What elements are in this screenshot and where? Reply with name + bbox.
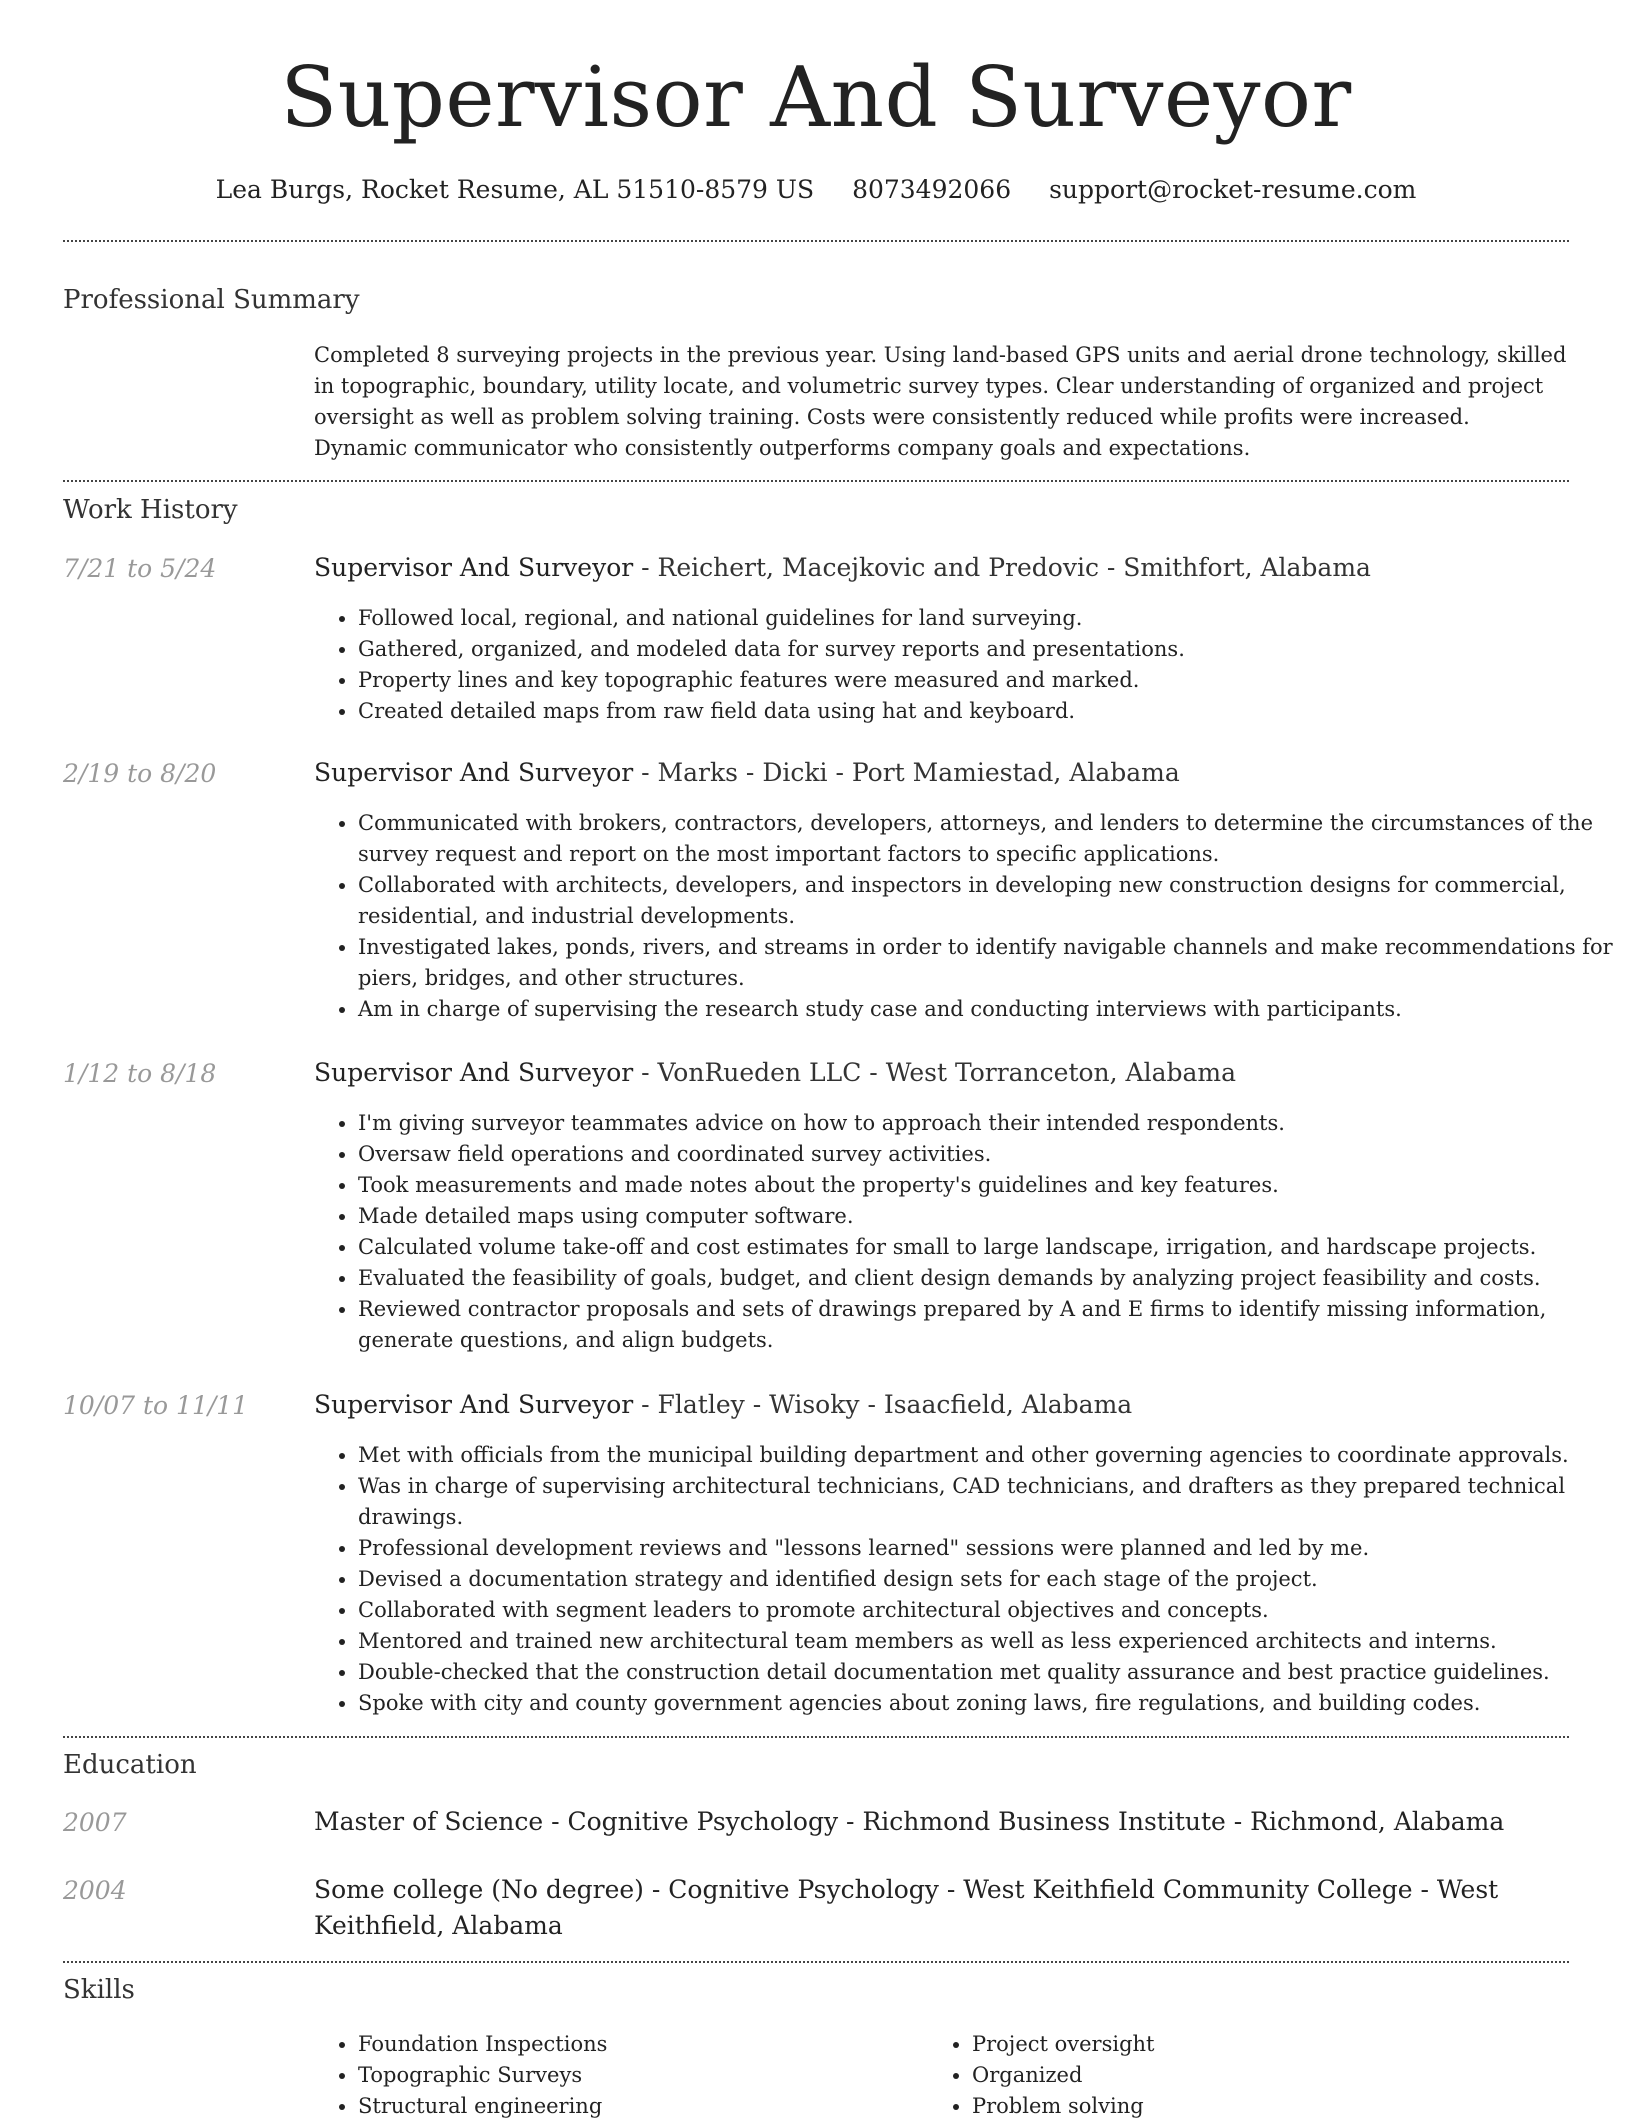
education-year: 2004 <box>63 1876 127 1905</box>
list-item: • Investigated lakes, ponds, rivers, and streams in order to identify navigable channels and make recommendations for piers, bridges, and other structures. <box>358 932 1613 994</box>
skill-item: • Organized <box>972 2060 1572 2091</box>
job-bullets <box>314 1440 1613 1719</box>
list-item: • Took measurements and made notes about the property's guidelines and key features. <box>358 1170 1613 1201</box>
job-dates: 7/21 to 5/24 <box>63 554 217 583</box>
list-item: • Gathered, organized, and modeled data for survey reports and presentations. <box>358 634 1613 665</box>
list-item: • Devised a documentation strategy and identified design sets for each stage of the project. <box>358 1564 1613 1595</box>
job-bullets <box>314 1108 1613 1356</box>
list-item: • Am in charge of supervising the research study case and conducting interviews with participants. <box>358 994 1613 1025</box>
job-role: Supervisor And Surveyor <box>314 553 634 582</box>
list-item: • Double-checked that the construction detail documentation met quality assurance and best practice guidelines. <box>358 1657 1613 1688</box>
education-year: 2007 <box>63 1808 127 1837</box>
job-title <box>314 1055 1569 1091</box>
job-role: Supervisor And Surveyor <box>314 1058 634 1087</box>
list-item: • Property lines and key topographic features were measured and marked. <box>358 665 1613 696</box>
job-role: Supervisor And Surveyor <box>314 758 634 787</box>
section-title-summary: Professional Summary <box>63 285 360 315</box>
job-employer: - Marks - Dicki - Port Mamiestad, Alabama <box>633 758 1180 787</box>
list-item: • Spoke with city and county government agencies about zoning laws, fire regulations, and building codes. <box>358 1688 1613 1719</box>
contact-phone: 8073492066 <box>852 175 1012 204</box>
job-title <box>314 550 1569 586</box>
contact-line <box>0 170 1632 210</box>
list-item: • Communicated with brokers, contractors, developers, attorneys, and lenders to determine the circumstances of the survey request and report on the most important factors to specific applications. <box>358 808 1613 870</box>
skill-item: • Structural engineering <box>358 2091 918 2122</box>
skills-list-right <box>928 2029 1572 2122</box>
job-employer: - Reichert, Macejkovic and Predovic - Smithfort, Alabama <box>633 553 1371 582</box>
skills-list-left <box>314 2029 918 2122</box>
job-bullets <box>314 808 1613 1025</box>
skill-item: • Problem solving <box>972 2091 1572 2122</box>
resume-title: Supervisor And Surveyor <box>280 49 1352 146</box>
list-item: • Collaborated with architects, developers, and inspectors in developing new construction designs for commercial, residential, and industrial developments. <box>358 870 1613 932</box>
skill-item: • Project oversight <box>972 2029 1572 2060</box>
contact-address: Lea Burgs, Rocket Resume, AL 51510-8579 US <box>215 175 815 204</box>
list-item: • Created detailed maps from raw field data using hat and keyboard. <box>358 696 1613 727</box>
job-title <box>314 1387 1569 1423</box>
list-item: • Met with officials from the municipal building department and other governing agencies to coordinate approvals. <box>358 1440 1613 1471</box>
list-item: • Calculated volume take-off and cost estimates for small to large landscape, irrigation, and hardscape projects. <box>358 1232 1613 1263</box>
section-title-skills: Skills <box>63 1975 135 2005</box>
job-role: Supervisor And Surveyor <box>314 1390 634 1419</box>
list-item: • Followed local, regional, and national guidelines for land surveying. <box>358 603 1613 634</box>
contact-email: support@rocket-resume.com <box>1049 175 1417 204</box>
list-item: • Reviewed contractor proposals and sets of drawings prepared by A and E firms to identify missing information, generate questions, and align budgets. <box>358 1294 1613 1356</box>
divider <box>63 1961 1569 1963</box>
list-item: • Evaluated the feasibility of goals, budget, and client design demands by analyzing project feasibility and costs. <box>358 1263 1613 1294</box>
section-title-work-history: Work History <box>63 495 238 525</box>
list-item: • I'm giving surveyor teammates advice on how to approach their intended respondents. <box>358 1108 1613 1139</box>
education-entry: Master of Science - Cognitive Psychology - Richmond Business Institute - Richmond, Alabama <box>314 1807 1505 1836</box>
list-item: • Made detailed maps using computer software. <box>358 1201 1613 1232</box>
job-employer: - Flatley - Wisoky - Isaacfield, Alabama <box>633 1390 1133 1419</box>
job-dates: 2/19 to 8/20 <box>63 759 217 788</box>
list-item: • Professional development reviews and "lessons learned" sessions were planned and led by me. <box>358 1533 1613 1564</box>
job-bullets <box>314 603 1613 727</box>
summary-text: Completed 8 surveying projects in the previous year. Using land-based GPS units and aerial drone technology, skilled in topographic, boundary, utility locate, and volumetric survey types. Clear understanding of organized and project oversight as well as problem solving training. Costs were consistently reduced while profits were increased. Dynamic communicator who consistently outperforms company goals and expectations. <box>314 343 1567 460</box>
list-item: • Was in charge of supervising architectural technicians, CAD technicians, and drafters as they prepared technical drawings. <box>358 1471 1613 1533</box>
skill-item: • Foundation Inspections <box>358 2029 918 2060</box>
section-title-education: Education <box>63 1750 197 1780</box>
divider <box>63 240 1569 242</box>
job-employer: - VonRueden LLC - West Torranceton, Alabama <box>633 1058 1237 1087</box>
education-entry: Some college (No degree) - Cognitive Psychology - West Keithfield Community College - West Keithfield, Alabama <box>314 1875 1499 1940</box>
list-item: • Oversaw field operations and coordinated survey activities. <box>358 1139 1613 1170</box>
job-dates: 10/07 to 11/11 <box>63 1391 249 1420</box>
list-item: • Collaborated with segment leaders to promote architectural objectives and concepts. <box>358 1595 1613 1626</box>
list-item: • Mentored and trained new architectural team members as well as less experienced architects and interns. <box>358 1626 1613 1657</box>
skill-item: • Topographic Surveys <box>358 2060 918 2091</box>
divider <box>63 1736 1569 1738</box>
job-title <box>314 755 1569 791</box>
divider <box>63 480 1569 482</box>
job-dates: 1/12 to 8/18 <box>63 1059 217 1088</box>
